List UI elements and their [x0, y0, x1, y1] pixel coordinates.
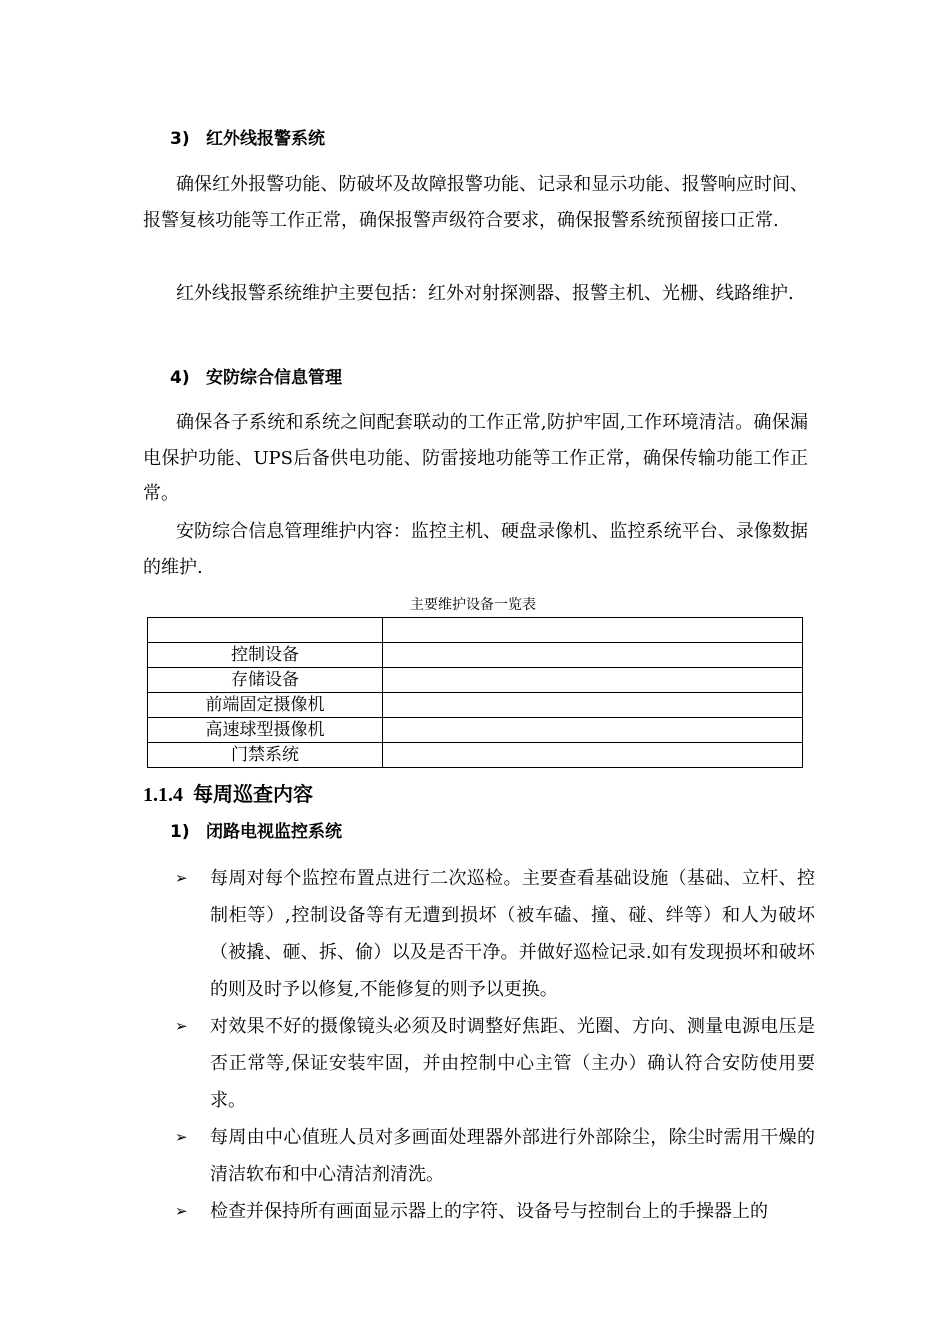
table-row — [148, 618, 803, 643]
list-item — [175, 1193, 815, 1230]
list-item-text: 每周对每个监控布置点进行二次巡检。主要查看基础设施（基础、立杆、控制柜等）,控制设备等有无遭到损坏（被车磕、撞、碰、绊等）和人为破坏（被撬、砸、拆、偷）以及是否干净。并做好巡检记录.如有发现损坏和破坏的则及时予以修复,不能修复的则予以更换。 — [210, 868, 815, 1000]
table-row — [148, 743, 803, 768]
table-cell: 前端固定摄像机 — [148, 693, 383, 718]
bullet-arrow-icon: ➢ — [175, 1128, 188, 1146]
table-cell — [383, 693, 803, 718]
section-title: 每周巡查内容 — [193, 782, 313, 806]
paragraph-security-requirements: 确保各子系统和系统之间配套联动的工作正常,防护牢固,工作环境清洁。确保漏电保护功能、UPS后备供电功能、防雷接地功能等工作正常，确保传输功能工作正常。 — [143, 412, 808, 504]
subheading-title: 闭路电视监控系统 — [206, 822, 342, 842]
table-cell: 门禁系统 — [148, 743, 383, 768]
paragraph-infrared-requirements: 确保红外报警功能、防破坏及故障报警功能、记录和显示功能、报警响应时间、报警复核功能等工作正常，确保报警声级符合要求，确保报警系统预留接口正常. — [143, 174, 808, 231]
list-item-text: 检查并保持所有画面显示器上的字符、设备号与控制台上的手操器上的 — [210, 1201, 768, 1222]
table-cell — [383, 668, 803, 693]
list-item — [175, 860, 815, 1008]
paragraph-infrared-maintenance: 红外线报警系统维护主要包括：红外对射探测器、报警主机、光栅、线路维护. — [176, 283, 794, 304]
table-cell — [383, 718, 803, 743]
bullet-arrow-icon: ➢ — [175, 1202, 188, 1220]
subheading-title: 安防综合信息管理 — [206, 368, 342, 388]
table-caption: 主要维护设备一览表 — [410, 597, 536, 613]
bullet-list — [175, 860, 815, 1230]
section-heading — [143, 781, 313, 808]
table-cell — [383, 743, 803, 768]
section-number: 1.1.4 — [143, 784, 183, 806]
table-cell — [383, 643, 803, 668]
table-cell: 控制设备 — [148, 643, 383, 668]
subheading-number: 3) — [170, 129, 190, 149]
bullet-arrow-icon: ➢ — [175, 1017, 188, 1035]
list-item-text: 对效果不好的摄像镜头必须及时调整好焦距、光圈、方向、测量电源电压是否正常等,保证安装牢固，并由控制中心主管（主办）确认符合安防使用要求。 — [210, 1016, 815, 1111]
list-item — [175, 1119, 815, 1193]
table-row — [148, 643, 803, 668]
table-cell: 高速球型摄像机 — [148, 718, 383, 743]
subheading-title: 红外线报警系统 — [206, 129, 325, 149]
subheading-number: 4) — [170, 368, 190, 388]
table-cell — [383, 618, 803, 643]
paragraph-security-maintenance: 安防综合信息管理维护内容：监控主机、硬盘录像机、监控系统平台、录像数据的维护. — [143, 521, 808, 578]
subheading-security-info — [170, 367, 342, 389]
subheading-cctv — [170, 821, 342, 843]
list-item — [175, 1008, 815, 1119]
subheading-number: 1) — [170, 822, 190, 842]
subheading-infrared-alarm — [170, 128, 325, 150]
table-row — [148, 718, 803, 743]
table-cell: 存储设备 — [148, 668, 383, 693]
bullet-arrow-icon: ➢ — [175, 869, 188, 887]
list-item-text: 每周由中心值班人员对多画面处理器外部进行外部除尘，除尘时需用干燥的清洁软布和中心清洁剂清洗。 — [210, 1127, 815, 1185]
table-row — [148, 693, 803, 718]
equipment-table — [147, 617, 803, 768]
table-row — [148, 668, 803, 693]
table-cell — [148, 618, 383, 643]
